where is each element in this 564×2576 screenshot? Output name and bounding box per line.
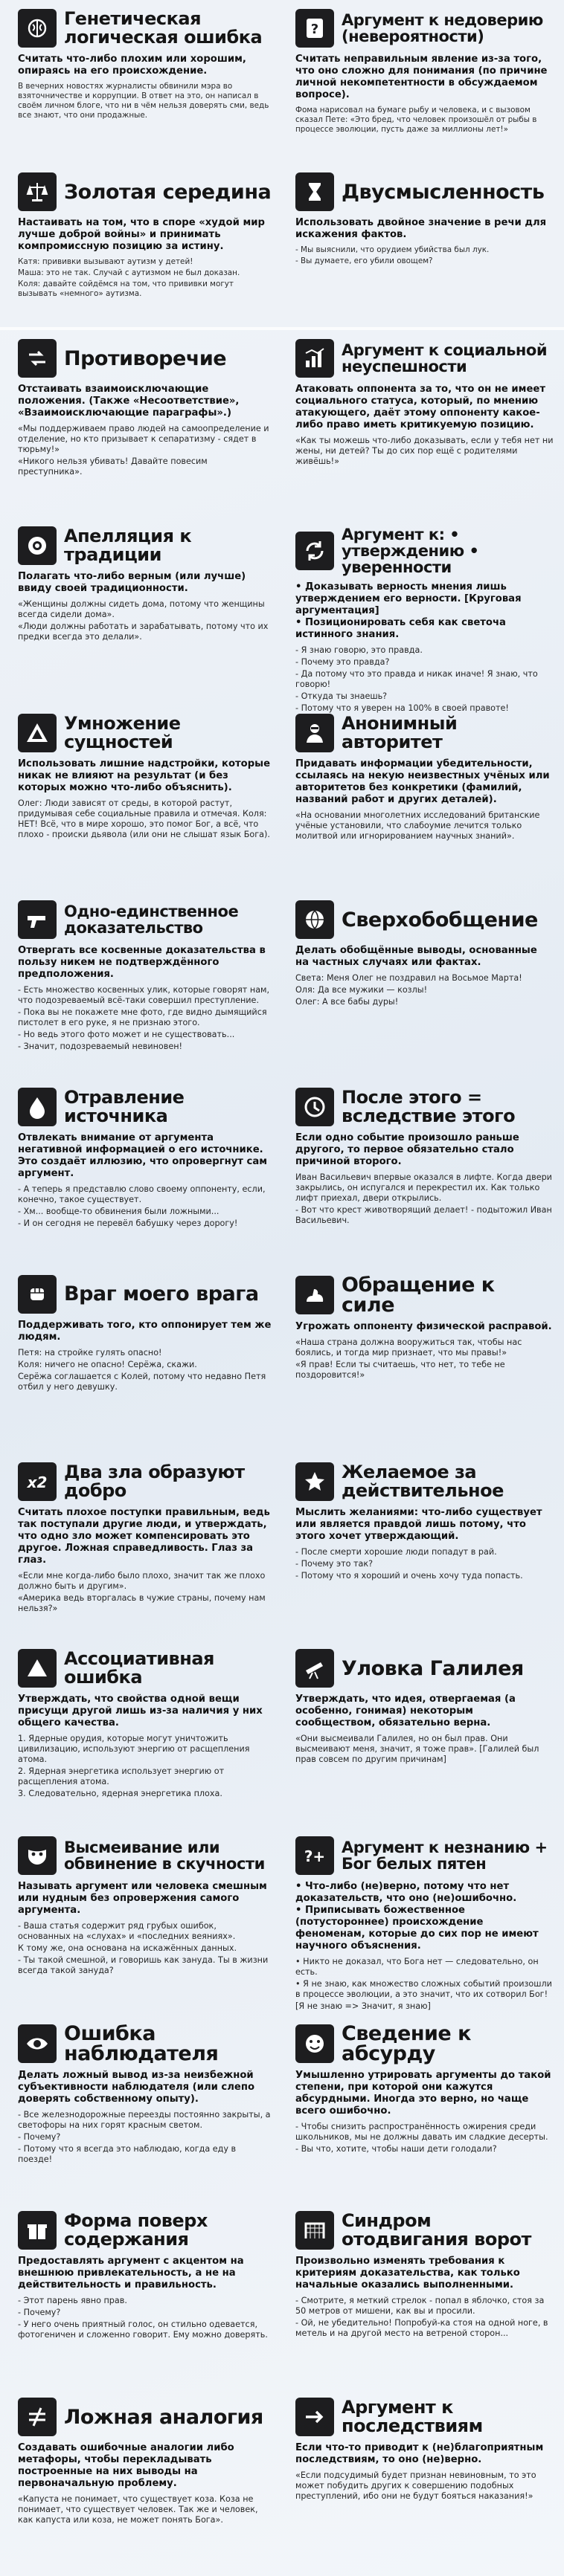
example-line: [Я не знаю => Значит, я знаю] [295, 2001, 431, 2011]
card-example [295, 810, 554, 842]
card-definition: Мыслить желаниями: что-либо существует или является правдой лишь потому, что этого хочет утверждающий. [295, 1506, 542, 1542]
example-line: - Но ведь этого фото может и не существовать... [18, 1030, 235, 1040]
card-definition: Считать что-либо плохим или хорошим, опираясь на его происхождение. [18, 54, 246, 77]
card-header [295, 9, 554, 48]
card-title: Противоречие [64, 346, 227, 370]
card-example [18, 424, 272, 477]
card-definition: Атаковать оппонента за то, что он не имеет социального статуса, который, по мнению атакующего, даёт этому оппоненту какое-либо право иметь критикуемую позицию. [295, 384, 545, 430]
card-definition: Если что-то приводит к (не)благоприятным последствиям, то оно (не)верно. [295, 2442, 544, 2466]
card-title: После этого = вследствие этого [342, 1087, 516, 1126]
card-definition: Произвольно изменять требования к критериям доказательства, как только начальные оказались выполненными. [295, 2255, 520, 2291]
example-line: • Я не знаю, как множество сложных событий произошли в процессе эволюции, а это значит, что их сотворил Бог! [295, 1979, 552, 1999]
card-title: Ложная аналогия [64, 2405, 263, 2429]
goal-icon [295, 2211, 334, 2250]
card-example [18, 1348, 272, 1392]
card-title: Аргумент к незнанию + Бог белых пятен [342, 1839, 548, 1873]
brain-icon [18, 9, 57, 48]
card-title: Ошибка наблюдателя [64, 2021, 219, 2065]
example-line: - Пока вы не покажете мне фото, где видно дымящийся пистолет в его руке, я не признаю этого. [18, 1007, 267, 1028]
card-title: Апелляция к традиции [64, 525, 192, 565]
card-definition: Поддерживать того, кто оппонирует тем же людям. [18, 1319, 272, 1343]
contradiction-icon [18, 339, 57, 378]
card-header [18, 1462, 272, 1501]
example-line: - Значит, подозреваемый невиновен! [18, 1042, 183, 1052]
card-definition: Отвергать все косвенные доказательства в пользу никем не подтверждённого предположения. [18, 945, 266, 981]
example-line: Света: Меня Олег не поздравил на Восьмое Марта! [295, 973, 522, 984]
card-header [295, 2398, 554, 2436]
card-example [18, 1921, 272, 1976]
example-line: 1. Ядерные орудия, которые могут уничтожить цивилизацию, используют энергию от расщепления атома. [18, 1734, 250, 1765]
example-line: Катя: прививки вызывают аутизм у детей! [18, 257, 193, 266]
card-definition: Утверждать, что идея, отвергаемая (а особенно, гонимая) некоторым сообществом, обязательно верна. [295, 1694, 516, 1729]
card-title: Враг моего врага [64, 1282, 259, 1306]
strength-icon [18, 526, 57, 565]
example-line: - Хм... вообще-то обвинения были ложными... [18, 1207, 219, 1216]
fist-icon [18, 1275, 57, 1314]
fallacy-card [282, 2202, 564, 2389]
example-line: - Ваша статья содержит ряд грубых ошибок, основанных на «слухах» и «последних веяниях». [18, 1921, 236, 1941]
fallacy-card [282, 0, 564, 164]
card-definition: Отстаивать взаимоисключающие положения. (Также «Несоответствие», «Взаимоисключающие параграфы».) [18, 384, 240, 419]
fallacy-card [0, 1640, 282, 1827]
card-title: Умножение сущностей [64, 712, 181, 752]
example-line: «Как ты можешь что-либо доказывать, если у тебя нет ни жены, ни детей? Ты до сих пор ещё с родителями живёшь!» [295, 436, 554, 466]
example-line: - Ты такой смешной, и говоришь как зануда. Ты в жизни всегда такой зануда? [18, 1955, 269, 1975]
card-definition: Делать обобщённые выводы, основанные на частных случаях или фактах. [295, 945, 537, 969]
drop-icon [18, 1088, 57, 1126]
fallacy-card [0, 891, 282, 1079]
card-example [18, 2494, 272, 2525]
card-example [295, 645, 554, 714]
card-header [295, 172, 554, 211]
card-definition: Умышленно утрировать аргументы до такой степени, при которой они кажутся абсурдными. Иногда это верно, но чаще всего ошибочно. [295, 2069, 551, 2117]
card-example [295, 1734, 554, 1765]
top-grid [0, 0, 564, 327]
fallacy-card [282, 1079, 564, 1266]
example-line: 2. Ядерная энергетика использует энергию от расщепления атома. [18, 1766, 225, 1787]
card-title: Два зла образуют добро [64, 1461, 245, 1501]
card-example [295, 1172, 554, 1226]
card-header [18, 1275, 272, 1314]
example-line: Фома нарисовал на бумаге рыбу и человека, и с вызовом сказал Пете: «Это бред, что человек произошёл от рыбы в процессе эволюции, пусть даже за миллионы лет!» [295, 106, 537, 134]
card-definition: Создавать ошибочные аналогии либо метафоры, чтобы перекладывать построенные на них выводы на первоначальную проблему. [18, 2442, 234, 2490]
card-title: Сведение к абсурду [342, 2021, 471, 2065]
card-header [18, 1836, 272, 1875]
card-example [295, 973, 554, 1007]
example-line: - Вот что крест животворящий делает! - подытожил Иван Васильевич. [295, 1205, 552, 1225]
example-line: Оля: Да все мужики — козлы! [295, 985, 428, 995]
card-title: Синдром отодвигания ворот [342, 2209, 531, 2250]
fallacy-card [282, 705, 564, 892]
card-title: Аргумент к социальной неуспешности [342, 341, 548, 375]
example-line: «Капуста не понимает, что существует коза. Коза не понимает, что существует человек. Так же и человек, как капуста или коза, не может понять Бога». [18, 2494, 258, 2525]
fallacy-card [0, 1266, 282, 1453]
card-definition: Использовать двойное значение в речи для искажения фактов. [295, 217, 547, 240]
card-title: Ассоциативная ошибка [64, 1648, 214, 1688]
card-definition: Называть аргумент или человека смешным или нудным без опровержения самого аргумента. [18, 1881, 267, 1916]
card-definition: Использовать лишние надстройки, которые никак не влияют на результат (и без которых можно что-либо объяснить). [18, 758, 271, 793]
wish-icon [295, 1462, 334, 1501]
card-definition: Отвлекать внимание от аргумента негативной информацией о его источнике. Это создаёт иллюзию, что опровергнут сам аргумент. [18, 1132, 268, 1179]
card-title: Аргумент к недоверию (невероятности) [342, 11, 543, 45]
example-line: - Да потому что это правда и никак иначе! Я знаю, что говорю! [295, 668, 538, 689]
example-line: - Смотрите, я меткий стрелок - попал в яблочко, стоя за 50 метров от мишени, как вы и просили. [295, 2295, 545, 2316]
card-header [18, 2211, 272, 2250]
fallacy-card [0, 0, 282, 164]
example-line: - Этот парень явно прав. [18, 2295, 127, 2305]
example-line: Коля: ничего не опасно! Серёжа, скажи. [18, 1359, 197, 1369]
example-line: - Потому что я уверен на 100% в своей правоте! [295, 703, 509, 713]
eye-icon [18, 2024, 57, 2063]
example-line: «Никого нельзя убивать! Давайте повесим преступника». [18, 456, 208, 477]
repeat-icon [295, 532, 334, 570]
globe-icon [295, 900, 334, 939]
card-title: Форма поверх содержания [64, 2209, 208, 2250]
fallacy-card [282, 1827, 564, 2015]
gift-icon [18, 2211, 57, 2250]
card-definition: Считать плохое поступки правильным, ведь так поступали другие люди, и утверждать, что одно зло может компенсировать это другое. Ложная справедливость. Глаз за глаз. [18, 1506, 270, 1566]
card-example [18, 985, 272, 1052]
fallacy-card [282, 2389, 564, 2576]
example-line: К тому же, она основана на искажённых данных. [18, 1943, 237, 1953]
card-header [18, 339, 272, 378]
example-line: - Мы выяснили, что орудием убийства был лук. [295, 245, 490, 254]
fallacy-card [282, 1640, 564, 1827]
association-icon [18, 1649, 57, 1688]
example-line: - Почему? [18, 2131, 61, 2142]
example-line: - У него очень приятный голос, он стильно одевается, фотогеничен и сложенно говорит. Ему можно доверять. [18, 2319, 268, 2340]
card-definition: Если одно событие произошло раньше другого, то первое обязательно стало причиной второго. [295, 1132, 519, 1167]
example-line: • Никто не доказал, что Бога нет — следовательно, он есть. [295, 1957, 539, 1977]
example-line: Олег: А все бабы дуры! [295, 997, 399, 1007]
card-example [295, 1337, 554, 1381]
arm-icon [295, 1276, 334, 1314]
example-line: Коля: давайте сойдёмся на том, что прививки могут вызывать «немного» аутизма. [18, 280, 234, 298]
card-example [295, 1547, 554, 1581]
fallacy-card [0, 330, 282, 517]
card-example [295, 2296, 554, 2339]
anonymous-icon [295, 714, 334, 752]
example-line: Петя: на стройке гулять опасно! [18, 1347, 162, 1358]
card-definition: Полагать что-либо верным (или лучше) ввиду своей традиционности. [18, 570, 246, 594]
card-example [295, 436, 554, 467]
svg-text:?: ? [310, 22, 319, 37]
x2-icon [18, 1462, 57, 1501]
card-header [295, 2021, 554, 2065]
card-title: Уловка Галилея [342, 1656, 524, 1680]
card-header [295, 339, 554, 378]
card-header [18, 2021, 272, 2065]
example-line: - Я знаю говорю, это правда. [295, 645, 423, 655]
fallacy-card [0, 517, 282, 705]
card-header [18, 526, 272, 565]
example-line: - Почему это правда? [295, 656, 390, 667]
card-example [295, 2122, 554, 2154]
example-line: - И он сегодня не перевёл бабушку через дорогу! [18, 1218, 238, 1228]
example-line: - Ой, не убедительно! Попробуй-ка стоя на одной ноге, в метель и на другой место на ветреной сторон... [295, 2317, 548, 2338]
card-title: Одно-единственное доказательство [64, 903, 239, 937]
example-line: - Чтобы снизить распространённость ожирения среди школьников, мы не должны давать им сладкие десерты. [295, 2121, 548, 2142]
example-line: «Люди должны работать и зарабатывать, потому что их предки всегда это делали». [18, 621, 269, 642]
card-header [295, 900, 554, 939]
card-example [18, 798, 272, 840]
question-icon [295, 9, 334, 48]
fallacy-card [282, 517, 564, 713]
fallacy-card [0, 1453, 282, 1641]
card-title: Двусмысленность [342, 180, 545, 204]
example-line: В вечерних новостях журналисты обвинили мэра во взяточничестве и коррупции. В ответ на это, он написал в своём личном блоге, что ни в чём нельзя доверять сми, ведь все знают, что они продажные. [18, 82, 269, 120]
fallacy-card [0, 2389, 282, 2576]
balance-icon [18, 172, 57, 211]
example-line: - Потому что я хороший и очень хочу туда попасть. [295, 1570, 523, 1581]
card-definition: Утверждать, что свойства одной вещи присущи другой лишь из-за наличия у них общего качества. [18, 1694, 263, 1729]
top-section [0, 0, 564, 327]
card-title: Аргумент к: • утверждению • уверенности [342, 525, 479, 576]
card-definition: Придавать информации убедительности, ссылаясь на некую неизвестных учёных или авторитетов без конкретики (фамилий, названий работ и других деталей). [295, 758, 550, 805]
card-title: Желаемое за действительное [342, 1461, 504, 1501]
card-header [18, 1088, 272, 1126]
card-example [18, 1571, 272, 1614]
mask-icon [18, 1836, 57, 1875]
example-line: «Если мне когда-либо было плохо, значит так же плохо должно быть и другим». [18, 1570, 266, 1591]
card-title: Высмеивание или обвинение в скучности [64, 1839, 265, 1873]
card-header [18, 900, 272, 939]
card-example [18, 1184, 272, 1229]
card-header [295, 1275, 554, 1315]
example-line: «Америка ведь вторгалась в чужие страны, почему нам нельзя?» [18, 1592, 266, 1613]
example-line: - Откуда ты знаешь? [295, 691, 388, 701]
card-header [295, 714, 554, 752]
card-header [18, 2398, 272, 2436]
hourglass-icon [295, 172, 334, 211]
example-line: - Почему? [18, 2307, 61, 2317]
example-line: - Вы думаете, его убили овощем? [295, 256, 433, 265]
chart-icon [295, 339, 334, 378]
card-title: Золотая середина [64, 180, 272, 204]
example-line: - Потому что я всегда это наблюдаю, когда еду в поезде! [18, 2143, 237, 2164]
fallacy-card [0, 2202, 282, 2389]
card-title: Отравление источника [64, 1087, 185, 1126]
card-header [295, 2211, 554, 2250]
card-header [295, 1836, 554, 1875]
fallacy-card [0, 2015, 282, 2202]
example-line: Серёжа соглашается с Колей, потому что недавно Петя отбил у него девушку. [18, 1371, 266, 1392]
svg-text:?+: ?+ [304, 1847, 326, 1865]
card-example [295, 245, 554, 266]
fallacy-card [282, 330, 564, 517]
fallacy-card [282, 1453, 564, 1641]
card-example [18, 599, 272, 642]
triangle-icon [18, 714, 57, 752]
fallacy-card [282, 164, 564, 327]
main-grid [0, 330, 564, 2576]
unknown-icon [295, 1836, 334, 1875]
main-section [0, 330, 564, 2576]
card-example [18, 2110, 272, 2165]
svg-text:x2: x2 [27, 1473, 48, 1491]
card-header [18, 172, 272, 211]
card-title: Генетическая логическая ошибка [64, 8, 263, 48]
example-line: - Почему это так? [295, 1558, 374, 1569]
card-example [18, 257, 272, 299]
card-header [295, 1462, 554, 1501]
card-title: Аргумент к последствиям [342, 2397, 483, 2437]
fallacy-card [0, 164, 282, 327]
card-header [18, 1649, 272, 1688]
clock-icon [295, 1088, 334, 1126]
card-definition: • Доказывать верность мнения лишь утверждением его верности. [Круговая аргументация] • Позиционировать себя как светоча истинного знания. [295, 581, 522, 640]
card-example [295, 2470, 554, 2502]
example-line: Олег: Люди зависят от среды, в которой растут, придумывая себе социальные правила и отмечая. Коля: НЕТ! Всё, что в мире хорошо, это помог Бог, а всё, что плохо - происки дьявола (или они не слышат язык Бога). [18, 798, 270, 839]
card-example [295, 1957, 554, 2012]
fallacy-card [0, 1079, 282, 1266]
example-line: 3. Следовательно, ядерная энергетика плоха. [18, 1789, 222, 1799]
example-line: Иван Васильевич впервые оказался в лифте. Когда двери закрылись, он испугался и перекрестил их. Как только лифт приехал, двери открылись. [295, 1172, 552, 1203]
example-line: «Я прав! Если ты считаешь, что нет, то тебе не поздоровится!» [295, 1359, 505, 1380]
example-line: Маша: это не так. Случай с аутизмом не был доказан. [18, 268, 240, 277]
example-line: «Мы поддерживаем право людей на самоопределение и отделение, но кто призывает к сепаратизму - сядет в тюрьму!» [18, 424, 269, 454]
card-header [295, 1649, 554, 1688]
card-header [295, 1088, 554, 1126]
example-line: «Они высмеивали Галилея, но он был прав. Они высмеивают меня, значит, я тоже прав». [Галилей был прав совсем по другим причинам] [295, 1734, 539, 1765]
example-line: - Есть множество косвенных улик, которые говорят нам, что подозреваемый всё-таки совершил преступление. [18, 985, 270, 1006]
card-example [295, 106, 554, 135]
card-definition: • Что-либо (не)верно, потому что нет доказательств, что оно (не)ошибочно. • Приписывать божественное (потустороннее) происхождение феноменам, которые до сих пор не имеют научного объяснения. [295, 1881, 539, 1952]
example-line: «Если подсудимый будет признан невиновным, то это может побудить других к совершению подобных преступлений, ибо они не будут бояться наказания!» [295, 2470, 536, 2502]
gun-icon [18, 900, 57, 939]
fallacy-card [282, 2015, 564, 2202]
not-equal-icon [18, 2398, 57, 2436]
card-definition: Делать ложный вывод из-за неизбежной субъективности наблюдателя (или слепо доверять собственному опыту). [18, 2069, 255, 2105]
example-line: - После смерти хорошие люди попадут в рай. [295, 1546, 497, 1557]
example-line: «Наша страна должна вооружиться так, чтобы нас боялись, и тогда мир признает, что мы правы!» [295, 1337, 522, 1358]
fallacy-card [0, 705, 282, 892]
card-definition: Предоставлять аргумент с акцентом на внешнюю привлекательность, а не на действительность и правильность. [18, 2255, 244, 2291]
example-line: - Вы что, хотите, чтобы наши дети голодали? [295, 2143, 497, 2154]
card-definition: Угрожать оппоненту физической расправой. [295, 1320, 552, 1332]
card-example [18, 82, 272, 120]
card-title: Анонимный авторитет [342, 712, 458, 752]
card-example [18, 1734, 272, 1799]
card-header [18, 9, 272, 48]
absurd-icon [295, 2024, 334, 2063]
card-header [18, 714, 272, 752]
card-definition: Настаивать на том, что в споре «худой мир лучше доброй войны» и принимать компромиссную позицию за истину. [18, 217, 265, 252]
consequence-icon [295, 2398, 334, 2436]
fallacy-card [282, 891, 564, 1079]
fallacy-card [282, 1266, 564, 1453]
card-title: Сверхобобщение [342, 908, 538, 932]
example-line: - Все железнодорожные переезды постоянно закрыты, а светофоры на них горят красным светом. [18, 2109, 271, 2130]
card-definition: Считать неправильным явление из-за того, что оно сложно для понимания (по причине личной некомпетентности в обсуждаемом вопросе). [295, 54, 548, 100]
telescope-icon [295, 1649, 334, 1688]
example-line: «На основании многолетних исследований британские учёные установили, что слабоумие лечится только молитвой или игнорированием научных знаний». [295, 810, 540, 841]
card-example [18, 2296, 272, 2340]
example-line: «Женщины должны сидеть дома, потому что женщины всегда сидели дома». [18, 598, 265, 619]
example-line: - А теперь я представлю слово своему оппоненту, если, конечно, такое существует. [18, 1184, 266, 1204]
card-title: Обращение к силе [342, 1273, 495, 1317]
card-header [295, 526, 554, 575]
fallacy-card [0, 1827, 282, 2015]
